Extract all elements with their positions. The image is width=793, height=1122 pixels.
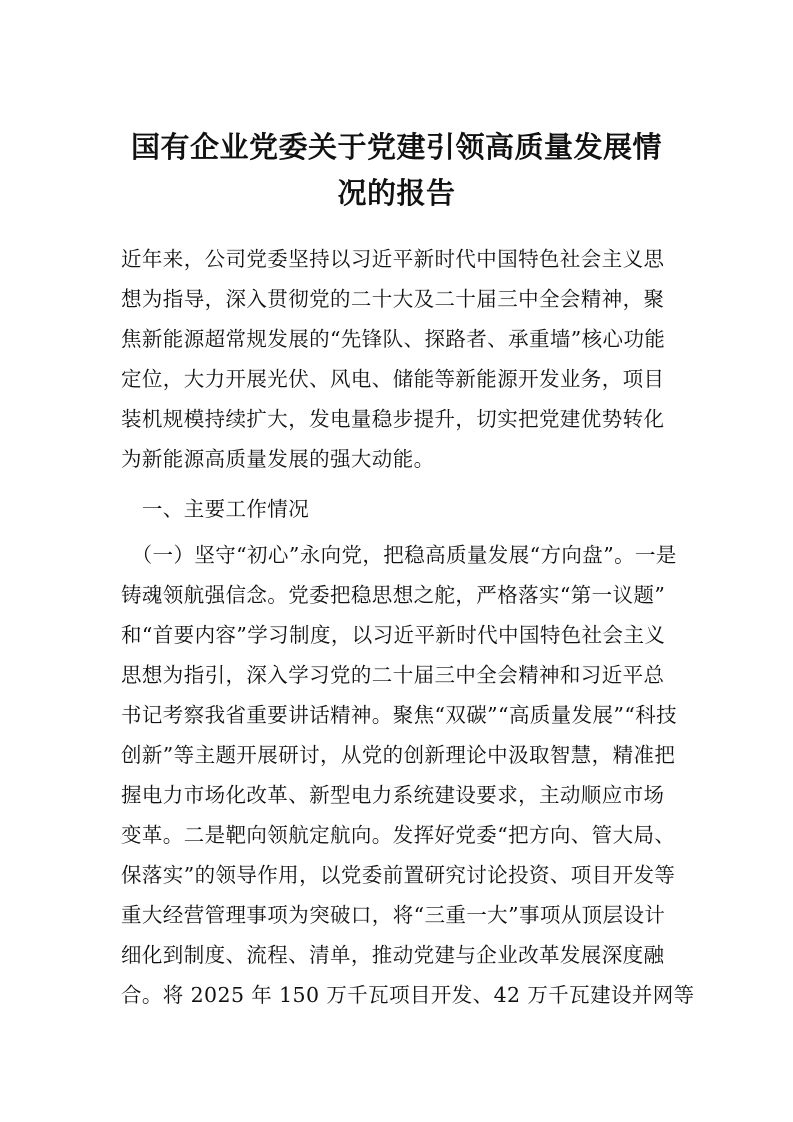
body-line-16: 保落实”的领导作用，以党委前置研究讨论投资、项目开发等 <box>121 863 676 887</box>
subsection-heading-1: （一）坚守“初心”永向党，把稳高质量发展“方向盘”。一是 <box>121 543 677 567</box>
body-line-9: 铸魂领航强信念。党委把稳思想之舵，严格落实“第一议题” <box>121 583 666 607</box>
document-title-line-1: 国有企业党委关于党建引领高质量发展情 <box>130 130 662 164</box>
document-title-line-2: 况的报告 <box>337 176 456 210</box>
body-line-18: 细化到制度、流程、清单，推动党建与企业改革发展深度融 <box>121 943 665 967</box>
body-line-11: 思想为指引，深入学习党的二十届三中全会精神和习近平总 <box>121 663 665 687</box>
body-line-15: 变革。二是靶向领航定航向。发挥好党委“把方向、管大局、 <box>121 823 676 847</box>
body-line-12: 书记考察我省重要讲话精神。聚焦“双碳”“高质量发展”“科技 <box>121 703 677 727</box>
body-line-1: 近年来，公司党委坚持以习近平新时代中国特色社会主义思 <box>121 247 665 271</box>
body-line-14: 握电力市场化改革、新型电力系统建设要求，主动顺应市场 <box>121 783 665 807</box>
section-heading-1: 一、主要工作情况 <box>121 497 310 521</box>
body-line-19: 合。将 2025 年 150 万千瓦项目开发、42 万千瓦建设并网等 <box>121 983 695 1007</box>
body-line-5: 装机规模持续扩大，发电量稳步提升，切实把党建优势转化 <box>121 407 665 431</box>
body-line-4: 定位，大力开展光伏、风电、储能等新能源开发业务，项目 <box>121 367 665 391</box>
body-line-17: 重大经营管理事项为突破口，将“三重一大”事项从顶层设计 <box>121 903 666 927</box>
body-line-10: 和“首要内容”学习制度，以习近平新时代中国特色社会主义 <box>121 623 666 647</box>
body-line-2: 想为指导，深入贯彻党的二十大及二十届三中全会精神，聚 <box>121 287 665 311</box>
body-line-6: 为新能源高质量发展的强大动能。 <box>121 447 435 471</box>
body-line-13: 创新”等主题开展研讨，从党的创新理论中汲取智慧，精准把 <box>121 743 676 767</box>
body-line-3: 焦新能源超常规发展的“先锋队、探路者、承重墙”核心功能 <box>121 327 666 351</box>
